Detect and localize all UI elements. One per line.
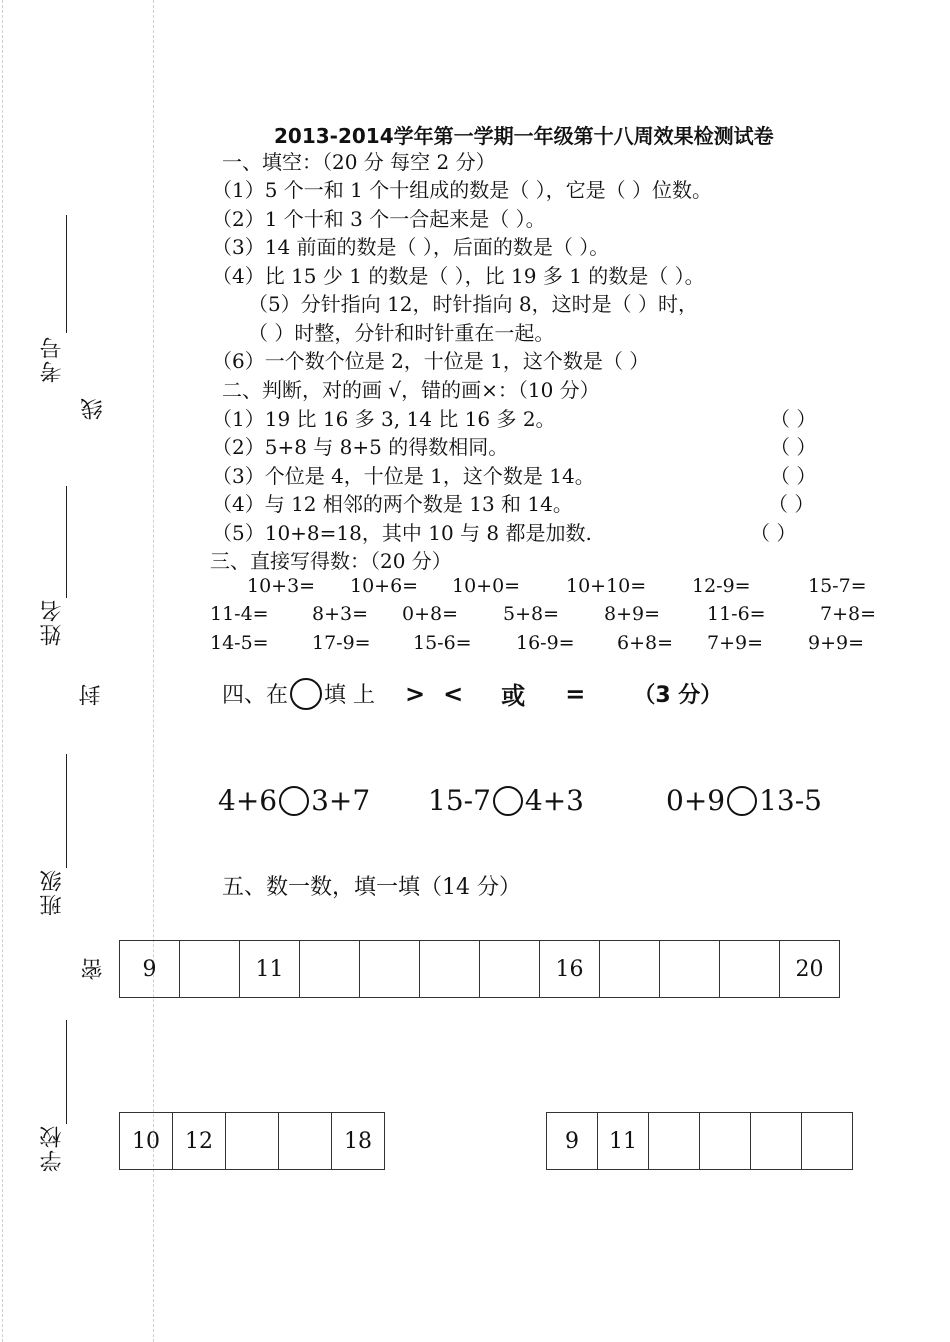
number-cell: 10	[120, 1113, 173, 1170]
section2-item-4: （4）与 12 相邻的两个数是 13 和 14。	[212, 492, 573, 516]
comparison-2-left: 15-7	[428, 784, 491, 817]
number-cell[interactable]	[180, 941, 240, 998]
number-cell[interactable]	[660, 941, 720, 998]
name-underline	[66, 486, 67, 598]
class-label: 班级	[40, 868, 65, 916]
fold-line-left	[2, 0, 3, 1342]
section1-item-4: （4）比 15 少 1 的数是（ ），比 19 多 1 的数是（ ）。	[212, 264, 705, 288]
section1-item-2: （2）1 个十和 3 个一合起来是（ ）。	[212, 207, 546, 231]
calc-r3-7: 9+9=	[808, 632, 865, 654]
number-cell: 18	[332, 1113, 385, 1170]
number-cell: 11	[598, 1113, 649, 1170]
section2-answer-1: （ ）	[770, 407, 817, 431]
calc-r3-1: 14-5=	[210, 632, 269, 654]
number-cell[interactable]	[802, 1113, 853, 1170]
section2-item-3: （3）个位是 4，十位是 1，这个数是 14。	[212, 464, 595, 488]
section1-heading: 一、填空：（20 分 每空 2 分）	[222, 150, 496, 174]
comparison-1-left: 4+6	[218, 784, 278, 817]
comparison-1	[218, 784, 370, 817]
calc-r1-5: 12-9=	[692, 575, 751, 597]
calc-r2-1: 11-4=	[210, 603, 269, 625]
school-underline	[66, 1020, 67, 1124]
number-cell: 9	[120, 941, 180, 998]
section4-prefix: 四、在	[222, 683, 289, 708]
calc-r2-6: 11-6=	[707, 603, 766, 625]
calc-r3-6: 7+9=	[707, 632, 764, 654]
number-cell[interactable]	[700, 1113, 751, 1170]
page-title: 2013-2014学年第一学期一年级第十八周效果检测试卷	[274, 124, 774, 148]
section2-item-5: （5）10+8=18，其中 10 与 8 都是加数.	[212, 521, 592, 545]
class-underline	[66, 754, 67, 868]
section2-heading: 二、判断，对的画 √，错的画×：（10 分）	[222, 378, 600, 402]
exam-no-underline	[66, 215, 67, 333]
calc-r1-2: 10+6=	[350, 575, 419, 597]
number-cell[interactable]	[420, 941, 480, 998]
calc-r2-2: 8+3=	[312, 603, 369, 625]
calc-r2-5: 8+9=	[604, 603, 661, 625]
number-cell: 16	[540, 941, 600, 998]
number-cell: 20	[780, 941, 840, 998]
comparison-3-left: 0+9	[666, 784, 726, 817]
section2-answer-3: （ ）	[770, 464, 817, 488]
calc-r3-4: 16-9=	[516, 632, 575, 654]
number-cell[interactable]	[300, 941, 360, 998]
calc-r2-4: 5+8=	[503, 603, 560, 625]
section4-score: （3 分）	[633, 683, 723, 708]
calc-r1-4: 10+10=	[566, 575, 647, 597]
section4-suffix: 填 上	[324, 683, 376, 708]
calc-r3-3: 15-6=	[413, 632, 472, 654]
section3-heading: 三、直接写得数：（20 分）	[210, 549, 452, 573]
comparison-3-right: 13-5	[759, 784, 822, 817]
section2-item-1: （1）19 比 16 多 3, 14 比 16 多 2。	[212, 407, 556, 431]
number-cell[interactable]	[720, 941, 780, 998]
equals-symbol: =	[565, 679, 586, 708]
number-cell: 11	[240, 941, 300, 998]
number-row-1	[119, 940, 840, 998]
number-cell[interactable]	[226, 1113, 279, 1170]
number-cell: 12	[173, 1113, 226, 1170]
section1-item-5b: （ ）时整，分针和时针重在一起。	[248, 321, 555, 345]
section2-answer-5: （ ）	[750, 521, 797, 545]
calc-r2-7: 7+8=	[820, 603, 877, 625]
seal-char-secret: 密	[81, 958, 106, 980]
seal-char-line: 线	[81, 398, 106, 420]
seal-char-seal: 封	[79, 684, 104, 706]
comparison-3-circle-icon[interactable]	[727, 786, 757, 816]
comparison-2-right: 4+3	[524, 784, 584, 817]
comparison-1-circle-icon[interactable]	[279, 786, 309, 816]
number-cell[interactable]	[480, 941, 540, 998]
school-label: 学校	[40, 1124, 65, 1172]
number-row-2	[119, 1112, 385, 1170]
section1-item-6: （6）一个数个位是 2，十位是 1，这个数是（ ）	[212, 349, 650, 373]
section2-answer-4: （ ）	[768, 492, 815, 516]
less-than-symbol: <	[443, 679, 464, 708]
section5-heading: 五、数一数，填一填（14 分）	[222, 875, 521, 900]
number-cell: 9	[547, 1113, 598, 1170]
circle-icon	[290, 678, 322, 710]
comparison-2	[428, 784, 584, 817]
section4-heading	[222, 676, 722, 711]
number-row-3	[546, 1112, 853, 1170]
number-cell[interactable]	[360, 941, 420, 998]
name-label: 姓名	[40, 598, 65, 646]
number-cell[interactable]	[600, 941, 660, 998]
comparison-2-circle-icon[interactable]	[493, 786, 523, 816]
calc-r1-6: 15-7=	[808, 575, 867, 597]
comparison-3	[666, 784, 822, 817]
number-cell[interactable]	[649, 1113, 700, 1170]
number-cell[interactable]	[751, 1113, 802, 1170]
number-cell[interactable]	[279, 1113, 332, 1170]
section2-answer-2: （ ）	[770, 435, 817, 459]
calc-r2-3: 0+8=	[402, 603, 459, 625]
greater-than-symbol: >	[405, 679, 426, 708]
calc-r3-2: 17-9=	[312, 632, 371, 654]
section1-item-5: （5）分针指向 12，时针指向 8，这时是（ ）时，	[248, 292, 698, 316]
exam-no-label: 考号	[40, 335, 65, 383]
calc-r1-1: 10+3=	[247, 575, 316, 597]
comparison-1-right: 3+7	[311, 784, 371, 817]
or-word: 或	[501, 682, 526, 710]
section1-item-3: （3）14 前面的数是（ ），后面的数是（ ）。	[212, 235, 610, 259]
calc-r3-5: 6+8=	[617, 632, 674, 654]
section1-item-1: （1）5 个一和 1 个十组成的数是（ ），它是（ ）位数。	[212, 178, 712, 202]
calc-r1-3: 10+0=	[452, 575, 521, 597]
section2-item-2: （2）5+8 与 8+5 的得数相同。	[212, 435, 509, 459]
